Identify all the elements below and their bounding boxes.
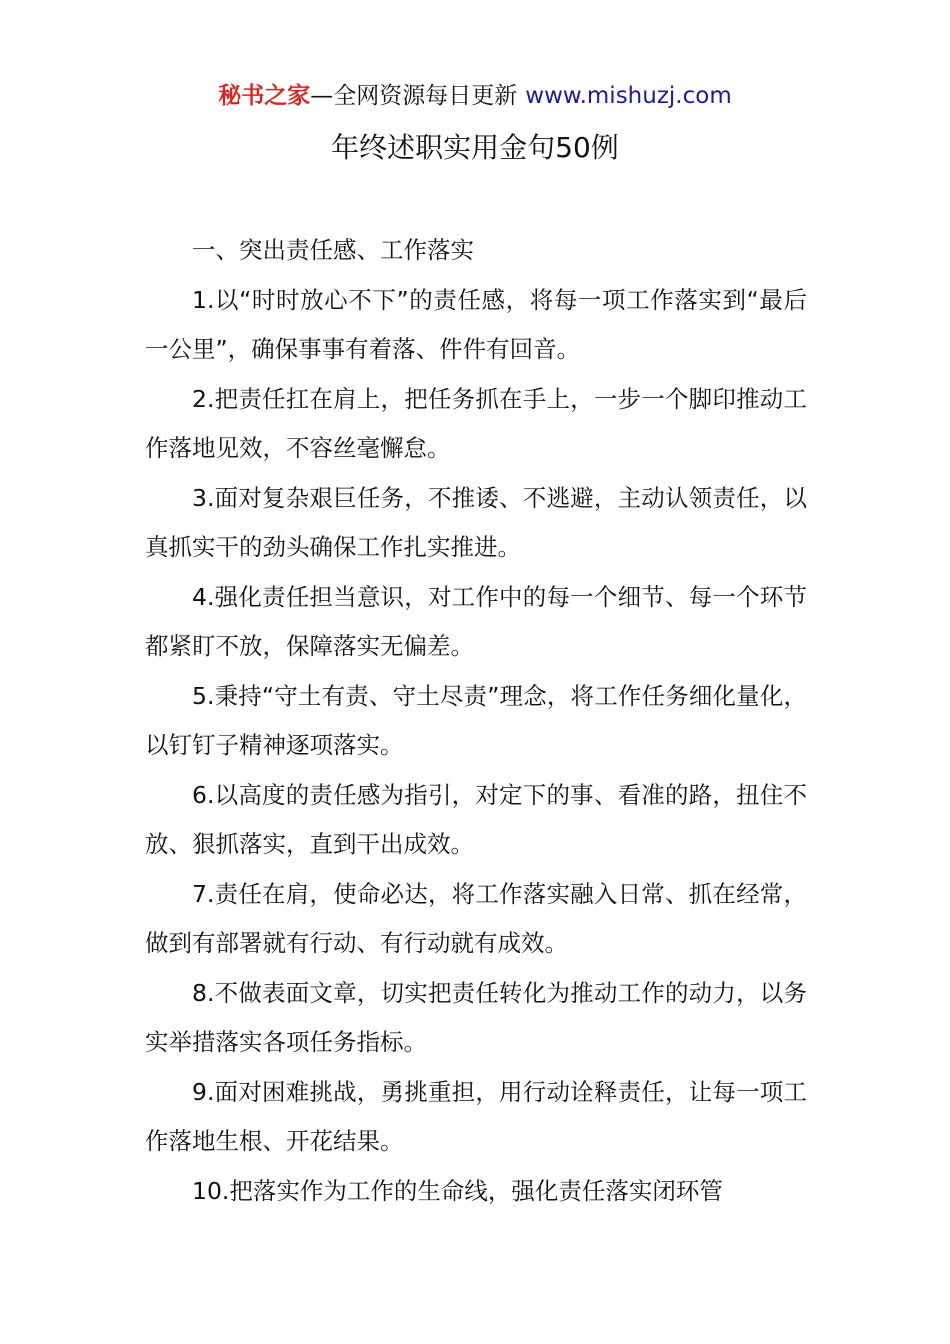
paragraph: 2.把责任扛在肩上，把任务抓在手上，一步一个脚印推动工作落地见效，不容丝毫懈怠。 bbox=[145, 384, 807, 462]
paragraph: 6.以高度的责任感为指引，对定下的事、看准的路，扭住不放、狠抓落实，直到干出成效。 bbox=[145, 780, 807, 858]
section-heading: 一、突出责任感、工作落实 bbox=[192, 236, 474, 264]
paragraph: 7.责任在肩，使命必达，将工作落实融入日常、抓在经常，做到有部署就有行动、有行动就有成效。 bbox=[145, 879, 807, 957]
site-header bbox=[0, 80, 950, 112]
brand-name: 秘书之家 bbox=[218, 83, 311, 109]
paragraph: 5.秉持“守土有责、守土尽责”理念，将工作任务细化量化，以钉钉子精神逐项落实。 bbox=[145, 681, 807, 759]
paragraph: 9.面对困难挑战，勇挑重担，用行动诠释责任，让每一项工作落地生根、开花结果。 bbox=[145, 1077, 807, 1155]
document-body bbox=[145, 226, 807, 1216]
header-tagline: —全网资源每日更新 bbox=[310, 83, 518, 109]
paragraph: 10.把落实作为工作的生命线，强化责任落实闭环管 bbox=[192, 1176, 723, 1205]
paragraph: 8.不做表面文章，切实把责任转化为推动工作的动力，以务实举措落实各项任务指标。 bbox=[145, 978, 807, 1056]
paragraph: 3.面对复杂艰巨任务，不推诿、不逃避，主动认领责任，以真抓实干的劲头确保工作扎实推进。 bbox=[145, 483, 807, 561]
website-link[interactable]: www.mishuzj.com bbox=[525, 83, 732, 109]
paragraph: 4.强化责任担当意识，对工作中的每一个细节、每一个环节都紧盯不放，保障落实无偏差。 bbox=[145, 582, 807, 660]
paragraph: 1.以“时时放心不下”的责任感，将每一项工作落实到“最后一公里”，确保事事有着落、件件有回音。 bbox=[145, 285, 807, 363]
document-title: 年终述职实用金句50例 bbox=[331, 131, 619, 164]
